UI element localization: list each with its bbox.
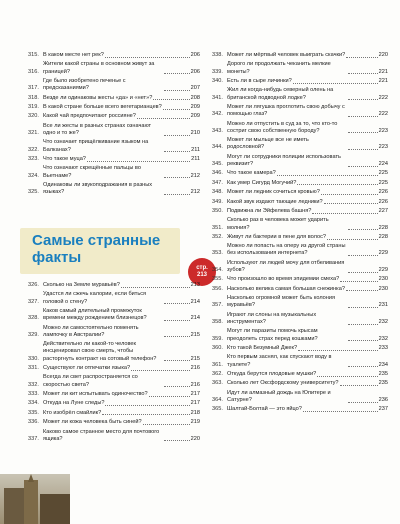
- entry-number: 338.: [212, 52, 223, 58]
- dot-leader: [143, 424, 190, 425]
- dot-leader: [137, 118, 190, 119]
- dot-leader: [327, 239, 378, 240]
- dot-leader: [348, 73, 378, 74]
- toc-entry[interactable]: [212, 380, 388, 387]
- dot-leader: [303, 411, 378, 412]
- dot-leader: [164, 194, 190, 195]
- toc-entry[interactable]: [28, 391, 200, 398]
- building-photo: [0, 474, 70, 524]
- badge-page: 213: [196, 272, 207, 278]
- dot-leader: [324, 203, 378, 204]
- entry-number: 330.: [28, 355, 39, 362]
- entry-page: 209: [190, 113, 200, 120]
- entry-page: 208: [190, 94, 200, 101]
- entry-number: 333.: [28, 390, 39, 397]
- toc-entry[interactable]: [28, 341, 200, 363]
- entry-title: Удастся ли сжечь калории, если биться головой о стену?: [43, 291, 147, 305]
- dot-leader: [348, 149, 378, 150]
- toc-entry[interactable]: [28, 282, 200, 289]
- toc-entry[interactable]: [28, 78, 200, 92]
- toc-entry[interactable]: [28, 95, 200, 102]
- entry-number: 345.: [212, 160, 223, 167]
- dot-leader: [348, 132, 378, 133]
- dot-leader: [293, 83, 378, 84]
- entry-title: Сколько лет Оксфордскому университету?: [227, 380, 339, 387]
- entry-number: 315.: [28, 52, 39, 58]
- entry-page: 226: [378, 198, 388, 205]
- entry-number: 360.: [212, 345, 223, 352]
- dot-leader: [164, 135, 190, 136]
- toc-entry[interactable]: [28, 308, 200, 322]
- entry-title: Может ли мыльце все не иметь родословной?: [227, 137, 309, 151]
- entry-number: 336.: [28, 419, 39, 426]
- dot-leader: [348, 324, 378, 325]
- dot-leader: [348, 340, 378, 341]
- toc-entry[interactable]: [28, 429, 200, 443]
- entry-number: 337.: [28, 435, 39, 442]
- entry-title: Дорого ли продолжать чеканить мелкие монеты?: [227, 61, 331, 75]
- entry-page: 207: [190, 85, 200, 92]
- entry-number: 349.: [212, 198, 223, 205]
- entry-page: 222: [378, 111, 388, 118]
- entry-number: 357.: [212, 302, 223, 309]
- entry-number: 320.: [28, 113, 39, 120]
- entry-page: 211: [191, 155, 200, 162]
- entry-title: Что такое камера?: [227, 170, 276, 177]
- entry-title: Кто первым заснял, как спускают воду в туалете?: [227, 354, 332, 368]
- entry-number: 362.: [212, 371, 223, 378]
- toc-entry[interactable]: [212, 371, 388, 378]
- entry-title: Откуда берутся плодовые мушки?: [227, 371, 317, 378]
- dot-leader: [164, 151, 190, 152]
- entry-number: 332.: [28, 381, 39, 388]
- toc-entry[interactable]: [28, 52, 200, 59]
- entry-number: 342.: [212, 111, 223, 118]
- entry-page: 212: [190, 172, 200, 179]
- entry-title: Везде ли одинаковы жесты «да» и «нет»?: [43, 94, 153, 101]
- entry-title: Можно ли самостоятельно поменять лампочку в Австралии?: [43, 324, 139, 338]
- entry-title: Могут ли сотрудники полиции использовать реквизит?: [227, 153, 341, 167]
- toc-entry[interactable]: [212, 199, 388, 206]
- entry-title: Где было изобретено печенье с предсказаниями?: [43, 77, 126, 92]
- dot-leader: [102, 414, 189, 415]
- toc-entry[interactable]: [212, 354, 388, 368]
- dot-leader: [164, 360, 190, 361]
- entry-number: 323.: [28, 155, 39, 162]
- entry-number: 356.: [212, 285, 223, 292]
- dot-leader: [153, 99, 189, 100]
- dot-leader: [346, 57, 377, 58]
- entry-page: 215: [190, 331, 200, 338]
- toc-entry[interactable]: [212, 61, 388, 75]
- entry-number: 341.: [212, 94, 223, 101]
- entry-title: Можно ли отпустить в суд за то, что кто-то состриг свою собственную бороду?: [227, 120, 338, 134]
- toc-entry[interactable]: [28, 374, 200, 388]
- toc-entry[interactable]: [28, 325, 200, 339]
- entry-number: 321.: [28, 129, 39, 136]
- dot-leader: [164, 303, 190, 304]
- entry-page: 220: [378, 52, 388, 58]
- dot-leader: [163, 109, 190, 110]
- entry-page: 216: [190, 364, 200, 371]
- entry-page: 211: [191, 146, 200, 153]
- section-title-line2: факты: [32, 249, 82, 266]
- entry-title: Как умер Сигурд Могучий?: [227, 179, 297, 186]
- toc-entry[interactable]: [212, 78, 388, 85]
- dot-leader: [348, 272, 378, 273]
- toc-entry[interactable]: [28, 182, 200, 196]
- entry-number: 316.: [28, 68, 39, 75]
- entry-page: 232: [378, 319, 388, 326]
- toc-entry[interactable]: [28, 123, 200, 137]
- toc-entry[interactable]: [212, 390, 388, 404]
- dot-leader: [317, 376, 377, 377]
- entry-page: 220: [190, 435, 200, 442]
- entry-number: 335.: [28, 409, 39, 416]
- entry-title: Может ли ледник сочиться кровью?: [227, 189, 320, 196]
- entry-number: 364.: [212, 397, 223, 403]
- entry-page: 233: [378, 345, 388, 352]
- entry-number: 361.: [212, 361, 223, 368]
- entry-number: 317.: [28, 85, 39, 92]
- dot-leader: [105, 405, 189, 406]
- entry-page: 210: [190, 129, 200, 136]
- entry-page: 221: [378, 68, 388, 75]
- entry-page: 222: [378, 94, 388, 101]
- entry-number: 348.: [212, 189, 223, 196]
- dot-leader: [149, 396, 190, 397]
- entry-page: 219: [190, 419, 200, 426]
- entry-page: 216: [190, 381, 200, 388]
- dot-leader: [312, 213, 377, 214]
- dot-leader: [277, 175, 378, 176]
- toc-entry[interactable]: [28, 139, 200, 153]
- toc-entry[interactable]: [212, 217, 388, 231]
- toc-entry[interactable]: [212, 286, 388, 293]
- entry-number: 350.: [212, 207, 223, 214]
- dot-leader: [164, 320, 190, 321]
- entry-title: В какой стране больше всего вегетарианцев?: [43, 103, 162, 110]
- toc-entry[interactable]: [28, 61, 200, 75]
- dot-leader: [348, 99, 378, 100]
- entry-title: Какой чай предпочитают россияне?: [43, 113, 136, 120]
- toc-entry[interactable]: [28, 165, 200, 179]
- entry-page: 230: [378, 285, 388, 292]
- dot-leader: [297, 184, 377, 185]
- entry-page: 214: [190, 315, 200, 322]
- section-title-line1: Самые странные: [32, 232, 161, 249]
- entry-title: Идут ли алмазный дождь на Юпитере и Сатурне?: [227, 389, 331, 403]
- entry-title: Играют ли слоны на музыкальных инструментах?: [227, 311, 317, 326]
- toc-entry[interactable]: [28, 410, 200, 417]
- entry-page: 237: [378, 406, 388, 413]
- entry-number: 326.: [28, 282, 39, 288]
- entry-number: 365.: [212, 406, 223, 413]
- toc-entry[interactable]: [212, 260, 388, 274]
- entry-number: 343.: [212, 127, 223, 134]
- entry-page: 226: [378, 189, 388, 196]
- entry-title: Насколько огромной может быть колония муравьёв?: [227, 295, 336, 309]
- entry-page: 234: [378, 361, 388, 368]
- entry-page: 223: [378, 144, 388, 151]
- toc-entry[interactable]: [212, 234, 388, 241]
- entry-title: Каково самое странное место для почтового ящика?: [43, 428, 160, 442]
- dot-leader: [164, 386, 190, 387]
- entry-title: Насколько велика самая большая снежинка?: [227, 285, 345, 292]
- dot-leader: [340, 385, 378, 386]
- entry-title: Что такое муца?: [43, 155, 86, 162]
- toc-entry[interactable]: [212, 276, 388, 283]
- toc-entry[interactable]: [212, 137, 388, 151]
- dot-leader: [164, 73, 190, 74]
- dot-leader: [164, 90, 190, 91]
- toc-entry[interactable]: [212, 189, 388, 196]
- entry-title: Можно ли попасть на оперу из другой страны без использования интернета?: [227, 243, 346, 257]
- entry-title: В каком месте нет рек?: [43, 52, 104, 58]
- dot-leader: [298, 350, 378, 351]
- entry-title: Кто такой Безумный Джек?: [227, 345, 298, 352]
- dot-leader: [87, 161, 190, 162]
- entry-title: Сколько на Земле муравьёв?: [43, 282, 120, 288]
- entry-number: 353.: [212, 250, 223, 257]
- toc-entry[interactable]: [212, 295, 388, 309]
- dot-leader: [131, 370, 190, 371]
- entry-title: Шалтай-Болтай — это яйцо?: [227, 406, 302, 413]
- entry-page: 206: [190, 68, 200, 75]
- toc-entry[interactable]: [212, 154, 388, 168]
- entry-title: Кто изобрёл смайлик?: [43, 409, 102, 416]
- entry-page: 230: [378, 276, 388, 283]
- toc-entry[interactable]: [212, 312, 388, 326]
- entry-number: 351.: [212, 224, 223, 231]
- dot-leader: [121, 287, 190, 288]
- toc-entry[interactable]: [212, 170, 388, 177]
- entry-number: 339.: [212, 68, 223, 75]
- entry-page: 228: [378, 233, 388, 240]
- entry-title: Может ли кожа человека быть синей?: [43, 419, 142, 426]
- entry-page: 213: [190, 282, 200, 288]
- dot-leader: [346, 290, 378, 291]
- section-header: [20, 228, 210, 278]
- entry-title: Существуют ли отпечатки языка?: [43, 364, 131, 371]
- toc-entry[interactable]: [212, 104, 388, 118]
- entry-number: 363.: [212, 380, 223, 387]
- section-title: [32, 232, 160, 266]
- toc-entry[interactable]: [28, 104, 200, 111]
- entry-number: 346.: [212, 170, 223, 177]
- entry-page: 209: [190, 103, 200, 110]
- dot-leader: [348, 255, 378, 256]
- dot-leader: [348, 402, 378, 403]
- entry-number: 328.: [28, 315, 39, 322]
- entry-title: Каков самый длительный промежуток времени между рождением близнецов?: [43, 307, 147, 322]
- entry-page: 225: [378, 179, 388, 186]
- entry-number: 319.: [28, 103, 39, 110]
- entry-page: 235: [378, 380, 388, 387]
- toc-entry[interactable]: [212, 121, 388, 135]
- toc-entry[interactable]: [28, 365, 200, 372]
- right-column: [212, 52, 388, 416]
- toc-entry[interactable]: [28, 113, 200, 120]
- toc-entry[interactable]: [28, 400, 200, 407]
- dot-leader: [348, 116, 378, 117]
- entry-page: 218: [190, 409, 200, 416]
- entry-number: 359.: [212, 335, 223, 342]
- entry-title: Жил ли когда-нибудь северный олень на британской подводной лодке?: [227, 87, 334, 101]
- entry-number: 340.: [212, 77, 223, 84]
- entry-page: 225: [378, 170, 388, 177]
- entry-title: Откуда на Луне следы?: [43, 400, 105, 407]
- entry-number: 327.: [28, 298, 39, 305]
- entry-title: Сколько раз в человека может ударить молния?: [227, 217, 329, 231]
- dot-leader: [348, 229, 378, 230]
- entry-title: Используют ли людей мочу для отбеливания зубов?: [227, 259, 345, 274]
- entry-number: 322.: [28, 146, 39, 153]
- entry-title: Может ли мёртвый человек выиграть скачки?: [227, 52, 346, 58]
- entry-title: Что означают скрещённые пальцы во Вьетнаме?: [43, 165, 141, 179]
- entry-page: 212: [190, 189, 200, 196]
- entry-page: 221: [378, 77, 388, 84]
- dot-leader: [348, 166, 378, 167]
- dot-leader: [105, 57, 190, 58]
- toc-entry[interactable]: [212, 52, 388, 59]
- dot-leader: [348, 366, 378, 367]
- entry-title: Действительно ли какой-то человек инсценировал свою смерть, чтобы расторгнуть контракт на сотовый телефон?: [43, 341, 157, 362]
- entry-title: Одинаковы ли звукоподражания в разных языках?: [43, 181, 153, 196]
- dot-leader: [164, 177, 190, 178]
- entry-title: Какой звук издают тающие ледники?: [227, 198, 323, 205]
- toc-entry[interactable]: [212, 208, 388, 215]
- entry-page: 206: [190, 52, 200, 58]
- toc-entry[interactable]: [212, 87, 388, 101]
- dot-leader: [348, 307, 378, 308]
- entry-title: Всегда ли свет распространяется со скоростью света?: [43, 374, 138, 388]
- entry-page: 214: [190, 298, 200, 305]
- dot-leader: [164, 440, 190, 441]
- entry-title: Может ли лягушка проглотить свою добычу с помощью глаз?: [227, 103, 345, 118]
- entry-number: 324.: [28, 172, 39, 179]
- entry-page: 228: [378, 224, 388, 231]
- toc-entry[interactable]: [28, 419, 200, 426]
- entry-page: 232: [378, 335, 388, 342]
- entry-number: 329.: [28, 331, 39, 338]
- entry-page: 223: [378, 127, 388, 134]
- entry-number: 344.: [212, 144, 223, 151]
- entry-page: 229: [378, 250, 388, 257]
- entry-title: Жители какой страны в основном живут за границей?: [43, 61, 155, 75]
- entry-title: Что означает прищёлкивание языком на Балканах?: [43, 139, 149, 153]
- entry-title: Все ли жесты в разных странах означают одно и то же?: [43, 122, 152, 136]
- dot-leader: [340, 281, 377, 282]
- entry-number: 331.: [28, 364, 39, 371]
- entry-page: 224: [378, 160, 388, 167]
- entry-title: Что произошло во время эпидемии смеха?: [227, 276, 340, 283]
- entry-title: Живут ли бактерии в пене для волос?: [227, 233, 326, 240]
- entry-page: 215: [190, 355, 200, 362]
- dot-leader: [321, 194, 378, 195]
- entry-number: 355.: [212, 276, 223, 283]
- left-column: [28, 52, 200, 199]
- dot-leader: [164, 336, 190, 337]
- entry-page: 217: [190, 400, 200, 407]
- entry-title: Есть ли в сыре личинки?: [227, 77, 292, 84]
- entry-title: Подвижна ли Эйфелева башня?: [227, 207, 312, 214]
- toc-entry[interactable]: [212, 180, 388, 187]
- toc-entry[interactable]: [212, 243, 388, 257]
- toc-entry[interactable]: [28, 156, 200, 163]
- entry-title: Может ли кит испытывать одиночество?: [43, 390, 148, 397]
- entry-number: 325.: [28, 189, 39, 196]
- entry-page: 227: [378, 207, 388, 214]
- left-column-section: [28, 282, 200, 445]
- entry-number: 347.: [212, 179, 223, 186]
- entry-number: 352.: [212, 233, 223, 240]
- entry-title: Могут ли паразиты помочь крысам преодолеть страх перед кошками?: [227, 328, 318, 342]
- entry-page: 236: [378, 397, 388, 403]
- toc-entry[interactable]: [212, 406, 388, 413]
- badge-label: стр.: [196, 265, 208, 271]
- entry-page: 235: [378, 371, 388, 378]
- entry-number: 318.: [28, 94, 39, 101]
- entry-number: 358.: [212, 319, 223, 326]
- entry-page: 231: [378, 302, 388, 309]
- toc-entry[interactable]: [212, 345, 388, 352]
- entry-page: 229: [378, 267, 388, 274]
- entry-number: 354.: [212, 267, 223, 274]
- toc-entry[interactable]: [28, 291, 200, 305]
- toc-entry[interactable]: [212, 328, 388, 342]
- entry-number: 334.: [28, 400, 39, 407]
- entry-page: 217: [190, 390, 200, 397]
